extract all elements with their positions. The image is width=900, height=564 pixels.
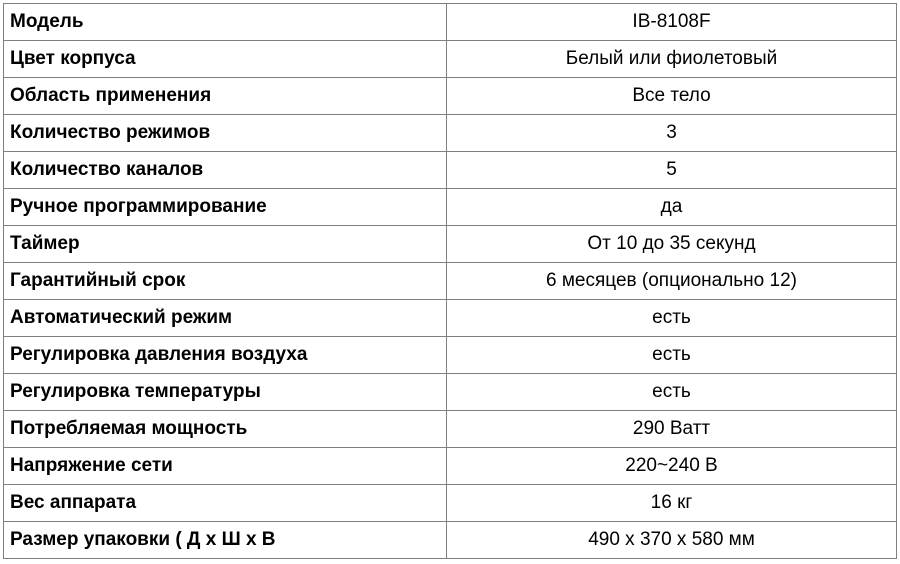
row-label-weight: Вес аппарата <box>4 485 447 522</box>
row-value-auto-mode: есть <box>447 300 897 337</box>
specifications-table <box>3 3 897 559</box>
table-row <box>4 115 897 152</box>
row-value-package-size: 490 x 370 x 580 мм <box>447 522 897 559</box>
table-row <box>4 263 897 300</box>
row-label-power-consumption: Потребляемая мощность <box>4 411 447 448</box>
row-value-timer: От 10 до 35 секунд <box>447 226 897 263</box>
row-label-warranty: Гарантийный срок <box>4 263 447 300</box>
row-label-modes-count: Количество режимов <box>4 115 447 152</box>
row-value-weight: 16 кг <box>447 485 897 522</box>
row-label-package-size: Размер упаковки ( Д х Ш х В <box>4 522 447 559</box>
row-value-body-color: Белый или фиолетовый <box>447 41 897 78</box>
table-row <box>4 411 897 448</box>
row-value-application-area: Все тело <box>447 78 897 115</box>
row-value-power-consumption: 290 Ватт <box>447 411 897 448</box>
table-row <box>4 41 897 78</box>
row-value-temperature: есть <box>447 374 897 411</box>
row-label-temperature: Регулировка температуры <box>4 374 447 411</box>
row-value-channels-count: 5 <box>447 152 897 189</box>
row-label-application-area: Область применения <box>4 78 447 115</box>
row-value-modes-count: 3 <box>447 115 897 152</box>
table-row <box>4 374 897 411</box>
row-label-body-color: Цвет корпуса <box>4 41 447 78</box>
row-label-timer: Таймер <box>4 226 447 263</box>
table-row <box>4 300 897 337</box>
row-value-model: IB-8108F <box>447 4 897 41</box>
row-value-voltage: 220~240 В <box>447 448 897 485</box>
row-value-warranty: 6 месяцев (опционально 12) <box>447 263 897 300</box>
specifications-body <box>4 4 897 559</box>
table-row <box>4 522 897 559</box>
table-row <box>4 485 897 522</box>
table-row <box>4 226 897 263</box>
row-label-auto-mode: Автоматический режим <box>4 300 447 337</box>
row-label-air-pressure: Регулировка давления воздуха <box>4 337 447 374</box>
table-row <box>4 448 897 485</box>
row-value-air-pressure: есть <box>447 337 897 374</box>
row-label-manual-programming: Ручное программирование <box>4 189 447 226</box>
row-label-channels-count: Количество каналов <box>4 152 447 189</box>
table-row <box>4 4 897 41</box>
table-row <box>4 78 897 115</box>
table-row <box>4 337 897 374</box>
row-value-manual-programming: да <box>447 189 897 226</box>
table-row <box>4 189 897 226</box>
table-row <box>4 152 897 189</box>
row-label-model: Модель <box>4 4 447 41</box>
row-label-voltage: Напряжение сети <box>4 448 447 485</box>
